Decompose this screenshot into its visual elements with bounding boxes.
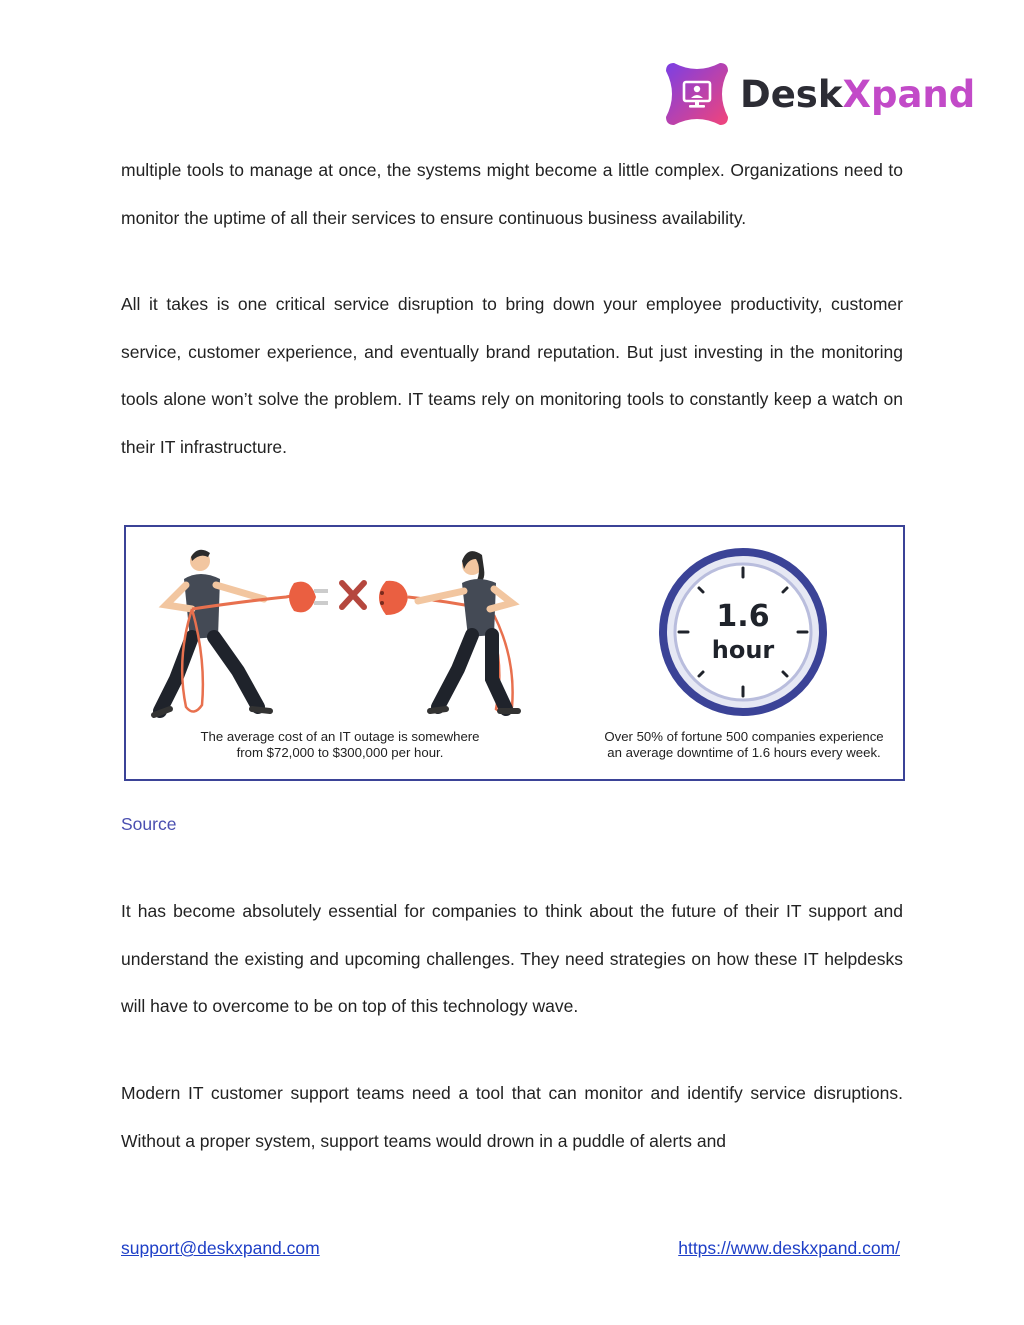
left-caption-line-1: The average cost of an IT outage is somewhere xyxy=(200,729,480,744)
paragraph-2: All it takes is one critical service disruption to bring down your employee productivity, customer service, customer experience, and eventually brand reputation. But just investing in the monitoring tools alone won’t solve the problem. IT teams rely on monitoring tools to constantly keep a watch on their IT infrastructure. xyxy=(121,294,903,457)
footer-email-link[interactable]: support@deskxpand.com xyxy=(121,1238,320,1258)
infographic xyxy=(124,525,905,781)
clock-unit: hour xyxy=(711,636,775,664)
socket-icon xyxy=(379,581,408,615)
plug-icon xyxy=(289,582,328,613)
footer-website-link[interactable]: https://www.deskxpand.com/ xyxy=(678,1238,900,1258)
right-caption xyxy=(564,729,924,761)
man-pulling-icon xyxy=(154,550,270,715)
brand-logo xyxy=(664,60,975,128)
clock-value: 1.6 xyxy=(716,599,770,634)
paragraph-3: It has become absolutely essential for companies to think about the future of their IT support and understand the existing and upcoming challenges. They need strategies on how these IT helpdesks will have to overcome to be on top of this technology wave. xyxy=(121,901,903,1016)
left-caption xyxy=(126,729,554,761)
woman-pulling-icon xyxy=(418,551,518,711)
clock-icon xyxy=(658,547,828,717)
right-caption-line-1: Over 50% of fortune 500 companies experience xyxy=(604,729,884,744)
paragraph-1: multiple tools to manage at once, the systems might become a little complex. Organizations need to monitor the uptime of all their services to ensure continuous business availability. xyxy=(121,160,903,228)
deskxpand-logo-icon xyxy=(664,61,730,127)
disconnect-x-icon xyxy=(342,583,364,607)
tug-of-war-illustration xyxy=(146,539,566,729)
paragraph-4: Modern IT customer support teams need a tool that can monitor and identify service disruptions. Without a proper system, support teams would drown in a puddle of alerts and xyxy=(121,1083,903,1151)
source-link[interactable]: Source xyxy=(121,814,177,834)
right-caption-line-2: an average downtime of 1.6 hours every week. xyxy=(607,745,881,760)
left-caption-line-2: from $72,000 to $300,000 per hour. xyxy=(236,745,444,760)
brand-name: DeskXpand xyxy=(740,72,976,116)
